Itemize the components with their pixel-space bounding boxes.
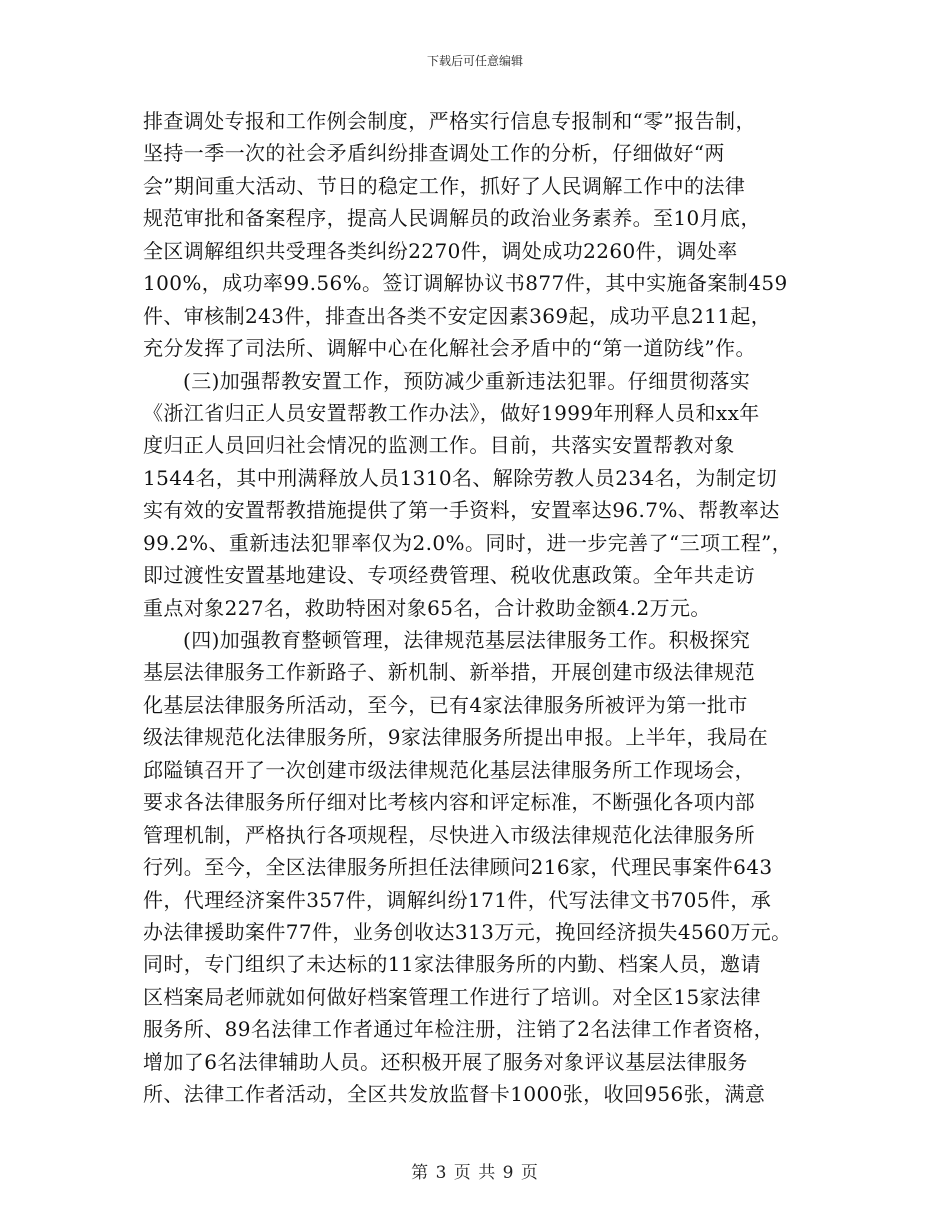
text-line: 充分发挥了司法所、调解中心在化解社会矛盾中的“第一道防线”作。 xyxy=(143,336,756,361)
text-line: 办法律援助案件77件，业务创收达313万元，挽回经济损失4560万元。 xyxy=(143,919,792,944)
text-line: 99.2%、重新违法犯罪率仅为2.0%。同时，进一步完善了“三项工程”， xyxy=(143,530,793,555)
text-line: 区档案局老师就如何做好档案管理工作进行了培训。对全区15家法律 xyxy=(143,984,761,1009)
text-line: 坚持一季一次的社会矛盾纠纷排查调处工作的分析，仔细做好“两 xyxy=(143,141,725,166)
document-body xyxy=(143,105,813,1111)
text-line: 重点对象227名，救助特困对象65名，合计救助金额4.2万元。 xyxy=(143,595,711,620)
text-line: 100%，成功率99.56%。签订调解协议书877件，其中实施备案制459 xyxy=(143,271,788,296)
text-line: 1544名，其中刑满释放人员1310名、解除劳教人员234名，为制定切 xyxy=(143,465,777,490)
text-line: 增加了6名法律辅助人员。还积极开展了服务对象评议基层法律服务 xyxy=(143,1049,748,1074)
text-line: 级法律规范化法律服务所，9家法律服务所提出申报。上半年，我局在 xyxy=(143,725,769,750)
text-line: 行列。至今，全区法律服务所担任法律顾问216家，代理民事案件643 xyxy=(143,855,773,880)
text-line: 基层法律服务工作新路子、新机制、新举措，开展创建市级法律规范 xyxy=(143,660,755,685)
text-line: 实有效的安置帮教措施提供了第一手资料，安置率达96.7%、帮教率达 xyxy=(143,498,780,523)
text-line: 件，代理经济案件357件，调解纠纷171件，代写法律文书705件，承 xyxy=(143,887,772,912)
text-line: 所、法律工作者活动，全区共发放监督卡1000张，收回956张，满意 xyxy=(143,1082,766,1107)
page-number-footer: 第 3 页 共 9 页 xyxy=(411,1163,539,1183)
text-line: 《浙江省归正人员安置帮教工作办法》，做好1999年刑释人员和xx年 xyxy=(143,400,760,425)
text-line: 会”期间重大活动、节日的稳定工作，抓好了人民调解工作中的法律 xyxy=(143,173,746,198)
text-line: (四)加强教育整顿管理，法律规范基层法律服务工作。积极探究 xyxy=(183,628,751,652)
text-line: 邱隘镇召开了一次创建市级法律规范化基层法律服务所工作现场会， xyxy=(143,757,755,782)
text-line: 件、审核制243件，排查出各类不安定因素369起，成功平息211起， xyxy=(143,303,772,328)
text-line: 同时，专门组织了未达标的11家法律服务所的内勤、档案人员，邀请 xyxy=(143,952,761,977)
page-header: 下载后可任意编辑 xyxy=(426,54,523,68)
text-line: 要求各法律服务所仔细对比考核内容和评定标准，不断强化各项内部 xyxy=(143,790,755,815)
text-line: 化基层法律服务所活动，至今，已有4家法律服务所被评为第一批市 xyxy=(143,692,748,717)
text-line: 排查调处专报和工作例会制度，严格实行信息专报制和“零”报告制， xyxy=(143,109,756,133)
text-line: 规范审批和备案程序，提高人民调解员的政治业务素养。至10月底， xyxy=(143,206,761,231)
text-line: 全区调解组织共受理各类纠纷2270件，调处成功2260件，调处率 xyxy=(143,238,738,263)
text-line: (三)加强帮教安置工作，预防减少重新违法犯罪。仔细贯彻落实 xyxy=(183,368,751,393)
text-line: 即过渡性安置基地建设、专项经费管理、税收优惠政策。全年共走访 xyxy=(143,563,755,588)
text-line: 服务所、89名法律工作者通过年检注册，注销了2名法律工作者资格， xyxy=(143,1017,774,1042)
text-line: 度归正人员回归社会情况的监测工作。目前，共落实安置帮教对象 xyxy=(143,433,735,458)
text-line: 管理机制，严格执行各项规程，尽快进入市级法律规范化法律服务所 xyxy=(143,822,755,847)
